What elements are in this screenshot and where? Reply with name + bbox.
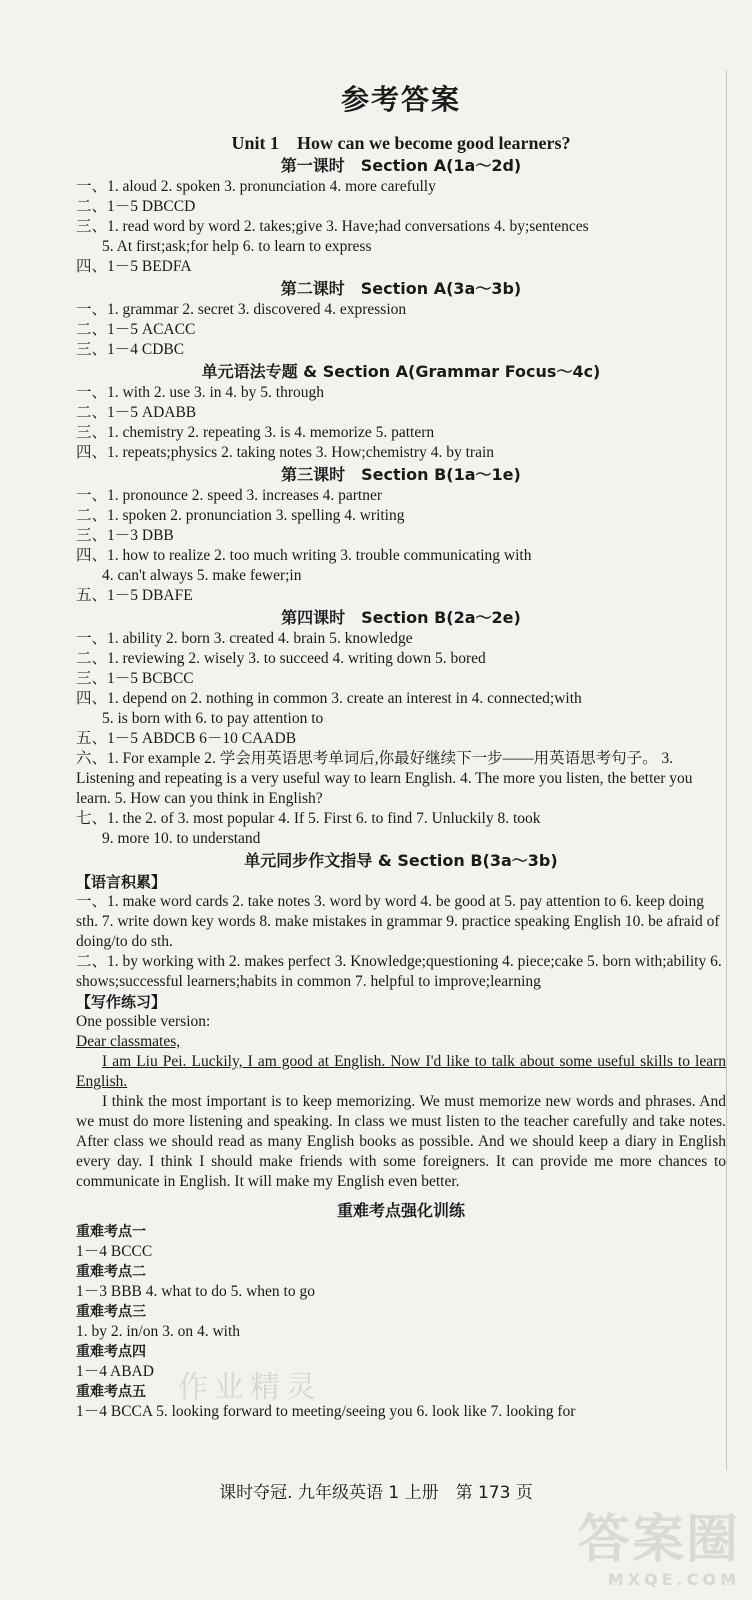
answer-line: 二、1－5 ADABB	[76, 404, 197, 421]
page-title: 参考答案	[340, 83, 461, 116]
answer-line: 一、1. with 2. use 3. in 4. by 5. through	[76, 384, 324, 401]
essay-intro: One possible version:	[76, 1013, 211, 1030]
section-title: 第一课时 Section A(1a～2d)	[280, 156, 522, 175]
answer-line: 二、1. spoken 2. pronunciation 3. spelling 4. writing	[76, 507, 405, 524]
answer-line: 二、1－5 DBCCD	[76, 198, 196, 215]
answer-line: 4. can't always 5. make fewer;in	[102, 567, 302, 584]
answer-page	[76, 72, 726, 1422]
answer-line: 9. more 10. to understand	[102, 830, 261, 847]
answer-line: 1－4 ABAD	[76, 1363, 154, 1380]
logo-url: MXQE.COM	[607, 1570, 740, 1589]
answer-line: 5. At first;ask;for help 6. to learn to express	[102, 238, 372, 255]
margin-line	[726, 70, 727, 1470]
page-footer: 课时夺冠. 九年级英语 1 上册 第 173 页	[219, 1483, 533, 1503]
answer-line: 三、1－4 CDBC	[76, 341, 185, 358]
answer-line: 5. is born with 6. to pay attention to	[102, 710, 324, 727]
answer-line: 一、1. aloud 2. spoken 3. pronunciation 4. more carefully	[76, 178, 436, 195]
answer-line: 五、1－5 ABDCB 6－10 CAADB	[76, 730, 297, 747]
answer-paragraph: 一、1. make word cards 2. take notes 3. word by word 4. be good at 5. pay attention to 6. keep doing sth. 7. write down key words 8. make mistakes in grammar 9. practice speaking English 10. be afraid of doing/to do sth.	[76, 893, 720, 950]
answer-line: 1－4 BCCA 5. looking forward to meeting/seeing you 6. look like 7. looking for	[76, 1403, 576, 1420]
site-logo	[540, 1510, 740, 1592]
answer-line: 三、1. chemistry 2. repeating 3. is 4. memorize 5. pattern	[76, 424, 435, 441]
answer-line: 二、1－5 ACACC	[76, 321, 196, 338]
answer-line: 一、1. ability 2. born 3. created 4. brain 5. knowledge	[76, 630, 413, 647]
answer-line: 三、1. read word by word 2. takes;give 3. Have;had conversations 4. by;sentences	[76, 218, 589, 235]
answer-line: 1. by 2. in/on 3. on 4. with	[76, 1323, 241, 1340]
essay-greeting: Dear classmates,	[76, 1033, 181, 1050]
essay-paragraph: I think the most important is to keep memorizing. We must memorize new words and phrases. And we must do more listening and speaking. In class we must listen to the teacher carefully and take notes. After class we should read as many English books as possible. And we should keep a diary in English every day. I think I should make friends with some foreigners. It can provide me more chances to communicate in English. It will make my English even better.	[76, 1093, 726, 1190]
answer-line: 四、1－5 BEDFA	[76, 258, 192, 275]
section-title: 单元同步作文指导 & Section B(3a～3b)	[244, 851, 558, 870]
key-point-heading: 重难考点二	[76, 1264, 146, 1280]
answer-line: 三、1－3 DBB	[76, 527, 174, 544]
key-point-heading: 重难考点五	[76, 1384, 146, 1400]
section-title: 第二课时 Section A(3a～3b)	[280, 279, 522, 298]
sample-essay	[76, 1012, 726, 1192]
answer-paragraph: 六、1. For example 2. 学会用英语思考单词后,你最好继续下一步——用英语思考句子。 3. Listening and repeating is a very useful way to learn English. 4. The more you listen, the better you learn. 5. How can you think in English?	[76, 750, 693, 807]
answer-line: 四、1. depend on 2. nothing in common 3. create an interest in 4. connected;with	[76, 690, 582, 707]
answer-line: 四、1. how to realize 2. too much writing 3. trouble communicating with	[76, 547, 532, 564]
section-title: 单元语法专题 & Section A(Grammar Focus～4c)	[201, 362, 601, 381]
answer-line: 五、1－5 DBAFE	[76, 587, 193, 604]
key-point-heading: 重难考点四	[76, 1344, 146, 1360]
section-title: 第三课时 Section B(1a～1e)	[281, 465, 521, 484]
section-title: 重难考点强化训练	[336, 1201, 465, 1220]
watermark-text: 作业精灵	[178, 1370, 322, 1405]
answer-line: 三、1－5 BCBCC	[76, 670, 194, 687]
answer-line: 四、1. repeats;physics 2. taking notes 3. How;chemistry 4. by train	[76, 444, 495, 461]
answer-line: 二、1. reviewing 2. wisely 3. to succeed 4. writing down 5. bored	[76, 650, 486, 667]
answer-line: 一、1. grammar 2. secret 3. discovered 4. expression	[76, 301, 407, 318]
subheading: 【语言积累】	[76, 873, 167, 891]
section-title: 第四课时 Section B(2a～2e)	[281, 608, 521, 627]
answer-line: 1－4 BCCC	[76, 1243, 153, 1260]
essay-paragraph: I am Liu Pei. Luckily, I am good at English. Now I'd like to talk about some useful skills to learn English.	[76, 1053, 726, 1090]
answer-line: 1－3 BBB 4. what to do 5. when to go	[76, 1283, 315, 1300]
subheading: 【写作练习】	[76, 993, 167, 1011]
answer-line: 七、1. the 2. of 3. most popular 4. If 5. First 6. to find 7. Unluckily 8. took	[76, 810, 541, 827]
answer-line: 一、1. pronounce 2. speed 3. increases 4. partner	[76, 487, 383, 504]
answer-paragraph: 二、1. by working with 2. makes perfect 3. Knowledge;questioning 4. piece;cake 5. born with;ability 6. shows;successful learners;habits in common 7. helpful to improve;learning	[76, 953, 722, 990]
key-point-heading: 重难考点三	[76, 1304, 146, 1320]
unit-title: Unit 1 How can we become good learners?	[231, 133, 571, 153]
key-point-heading: 重难考点一	[76, 1224, 146, 1240]
logo-mark: 答案圈	[577, 1510, 740, 1570]
